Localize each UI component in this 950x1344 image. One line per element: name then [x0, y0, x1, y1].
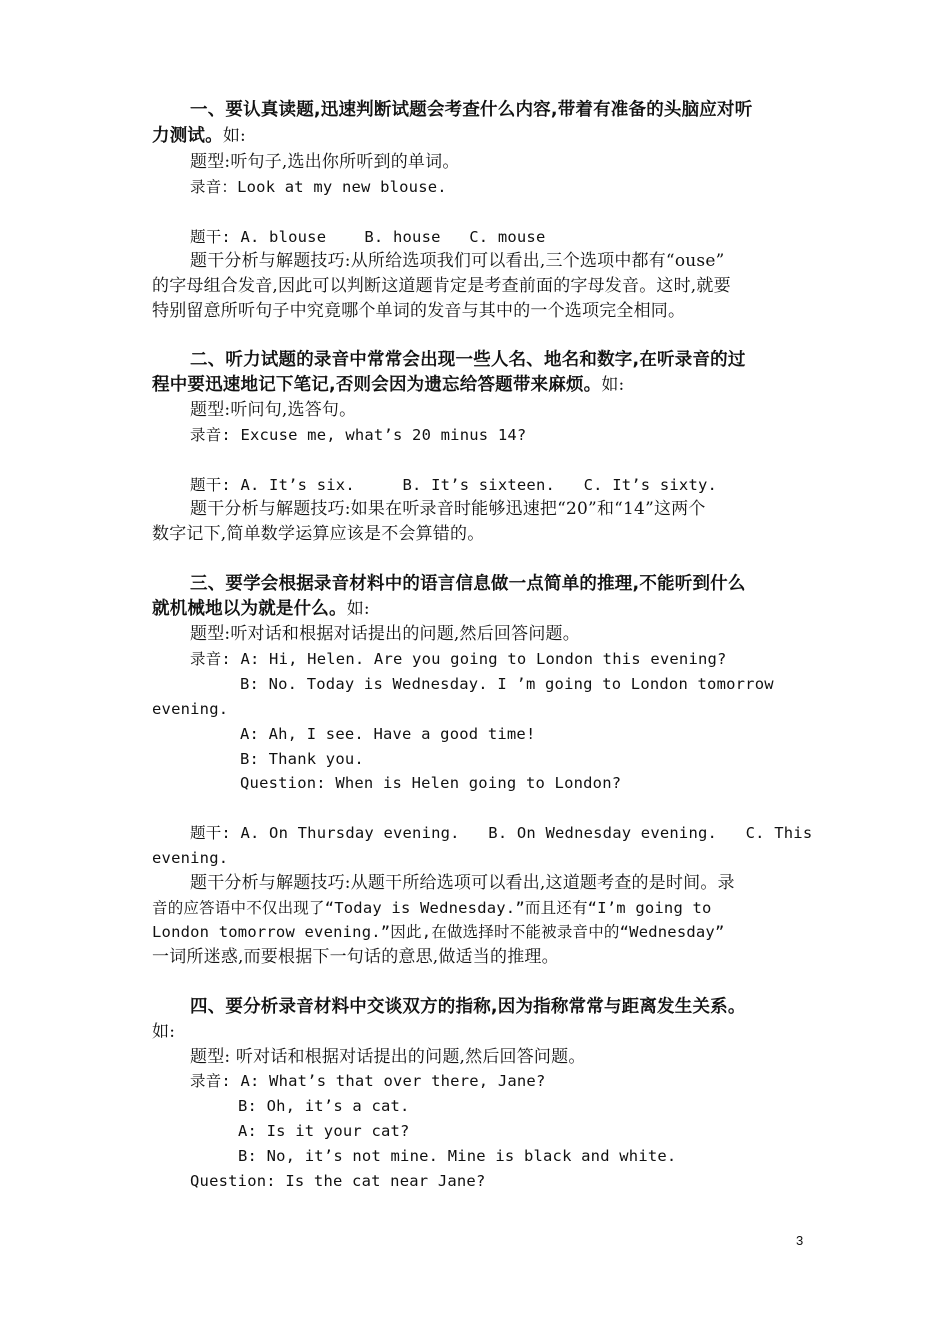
section3-heading-bold: 就机械地以为就是什么。	[152, 599, 347, 619]
section1-analysis-line1: 题干分析与解题技巧:从所给选项我们可以看出,三个选项中都有“ouse”	[190, 251, 725, 271]
section1-heading-line2	[152, 124, 246, 148]
section1-options: 题干: A. blouse B. house C. mouse	[190, 228, 546, 246]
section2-heading-line2	[152, 373, 625, 397]
section2-heading-bold: 程中要迅速地记下笔记,否则会因为遗忘给答题带来麻烦。	[152, 375, 602, 395]
page-number: 3	[796, 1233, 804, 1248]
section1-analysis-line3: 特别留意所听句子中究竟哪个单词的发音与其中的一个选项完全相同。	[152, 301, 686, 321]
section3-dialogue-line1: B: No. Today is Wednesday. I ’m going to London tomorrow	[240, 675, 774, 693]
section4-heading-rest: 如:	[152, 1022, 176, 1042]
section3-analysis-line3: London tomorrow evening.”因此,在做选择时不能被录音中的“Wednesday”	[152, 923, 725, 941]
section3-analysis-line2: 音的应答语中不仅出现了“Today is Wednesday.”而且还有“I’m going to	[152, 899, 712, 917]
section1-analysis-line2: 的字母组合发音,因此可以判断这道题肯定是考查前面的字母发音。这时,就要	[152, 276, 731, 296]
section3-heading-line1: 三、要学会根据录音材料中的语言信息做一点简单的推理,不能听到什么	[190, 574, 746, 594]
section3-heading-rest: 如:	[346, 599, 370, 619]
section4-dialogue-line3: B: No, it’s not mine. Mine is black and white.	[238, 1147, 677, 1165]
section1-recording: 录音：Look at my new blouse.	[190, 178, 447, 196]
section3-dialogue-line2: evening.	[152, 700, 229, 718]
section3-type: 题型:听对话和根据对话提出的问题,然后回答问题。	[190, 624, 580, 644]
section1-heading-rest: 如:	[222, 126, 246, 146]
section3-recording: 录音: A: Hi, Helen. Are you going to London this evening?	[190, 650, 727, 668]
section3-dialogue-line4: B: Thank you.	[240, 750, 364, 768]
section3-options-line1: 题干: A. On Thursday evening. B. On Wednesday evening. C. This	[190, 824, 813, 842]
section1-type: 题型:听句子,选出你所听到的单词。	[190, 152, 460, 172]
section2-type: 题型:听问句,选答句。	[190, 400, 357, 420]
section2-heading-rest: 如:	[601, 375, 625, 395]
section4-dialogue-line1: B: Oh, it’s a cat.	[238, 1097, 410, 1115]
section3-dialogue-line5: Question: When is Helen going to London?	[240, 774, 622, 792]
section2-analysis-line2: 数字记下,简单数学运算应该是不会算错的。	[152, 524, 485, 544]
section3-options-line2: evening.	[152, 849, 229, 867]
section2-options: 题干: A. It’s six. B. It’s sixteen. C. It’s sixty.	[190, 476, 718, 494]
section3-analysis-line1: 题干分析与解题技巧:从题干所给选项可以看出,这道题考查的是时间。录	[190, 873, 735, 893]
section4-question: Question: Is the cat near Jane?	[190, 1172, 486, 1190]
section4-recording: 录音: A: What’s that over there, Jane?	[190, 1072, 546, 1090]
section2-heading-line1: 二、听力试题的录音中常常会出现一些人名、地名和数字,在听录音的过	[190, 350, 746, 370]
section1-heading-line1: 一、要认真读题,迅速判断试题会考查什么内容,带着有准备的头脑应对听	[190, 100, 753, 120]
section4-heading-line1: 四、要分析录音材料中交谈双方的指称,因为指称常常与距离发生关系。	[190, 997, 746, 1017]
section1-heading-bold: 力测试。	[152, 126, 223, 146]
section4-type: 题型: 听对话和根据对话提出的问题,然后回答问题。	[190, 1047, 586, 1067]
section3-analysis-line4: 一词所迷惑,而要根据下一句话的意思,做适当的推理。	[152, 947, 559, 967]
section3-heading-line2	[152, 597, 370, 621]
section2-analysis-line1: 题干分析与解题技巧:如果在听录音时能够迅速把“20”和“14”这两个	[190, 499, 706, 519]
section4-dialogue-line2: A: Is it your cat?	[238, 1122, 410, 1140]
section2-recording: 录音: Excuse me, what’s 20 minus 14?	[190, 426, 527, 444]
section3-dialogue-line3: A: Ah, I see. Have a good time!	[240, 725, 536, 743]
